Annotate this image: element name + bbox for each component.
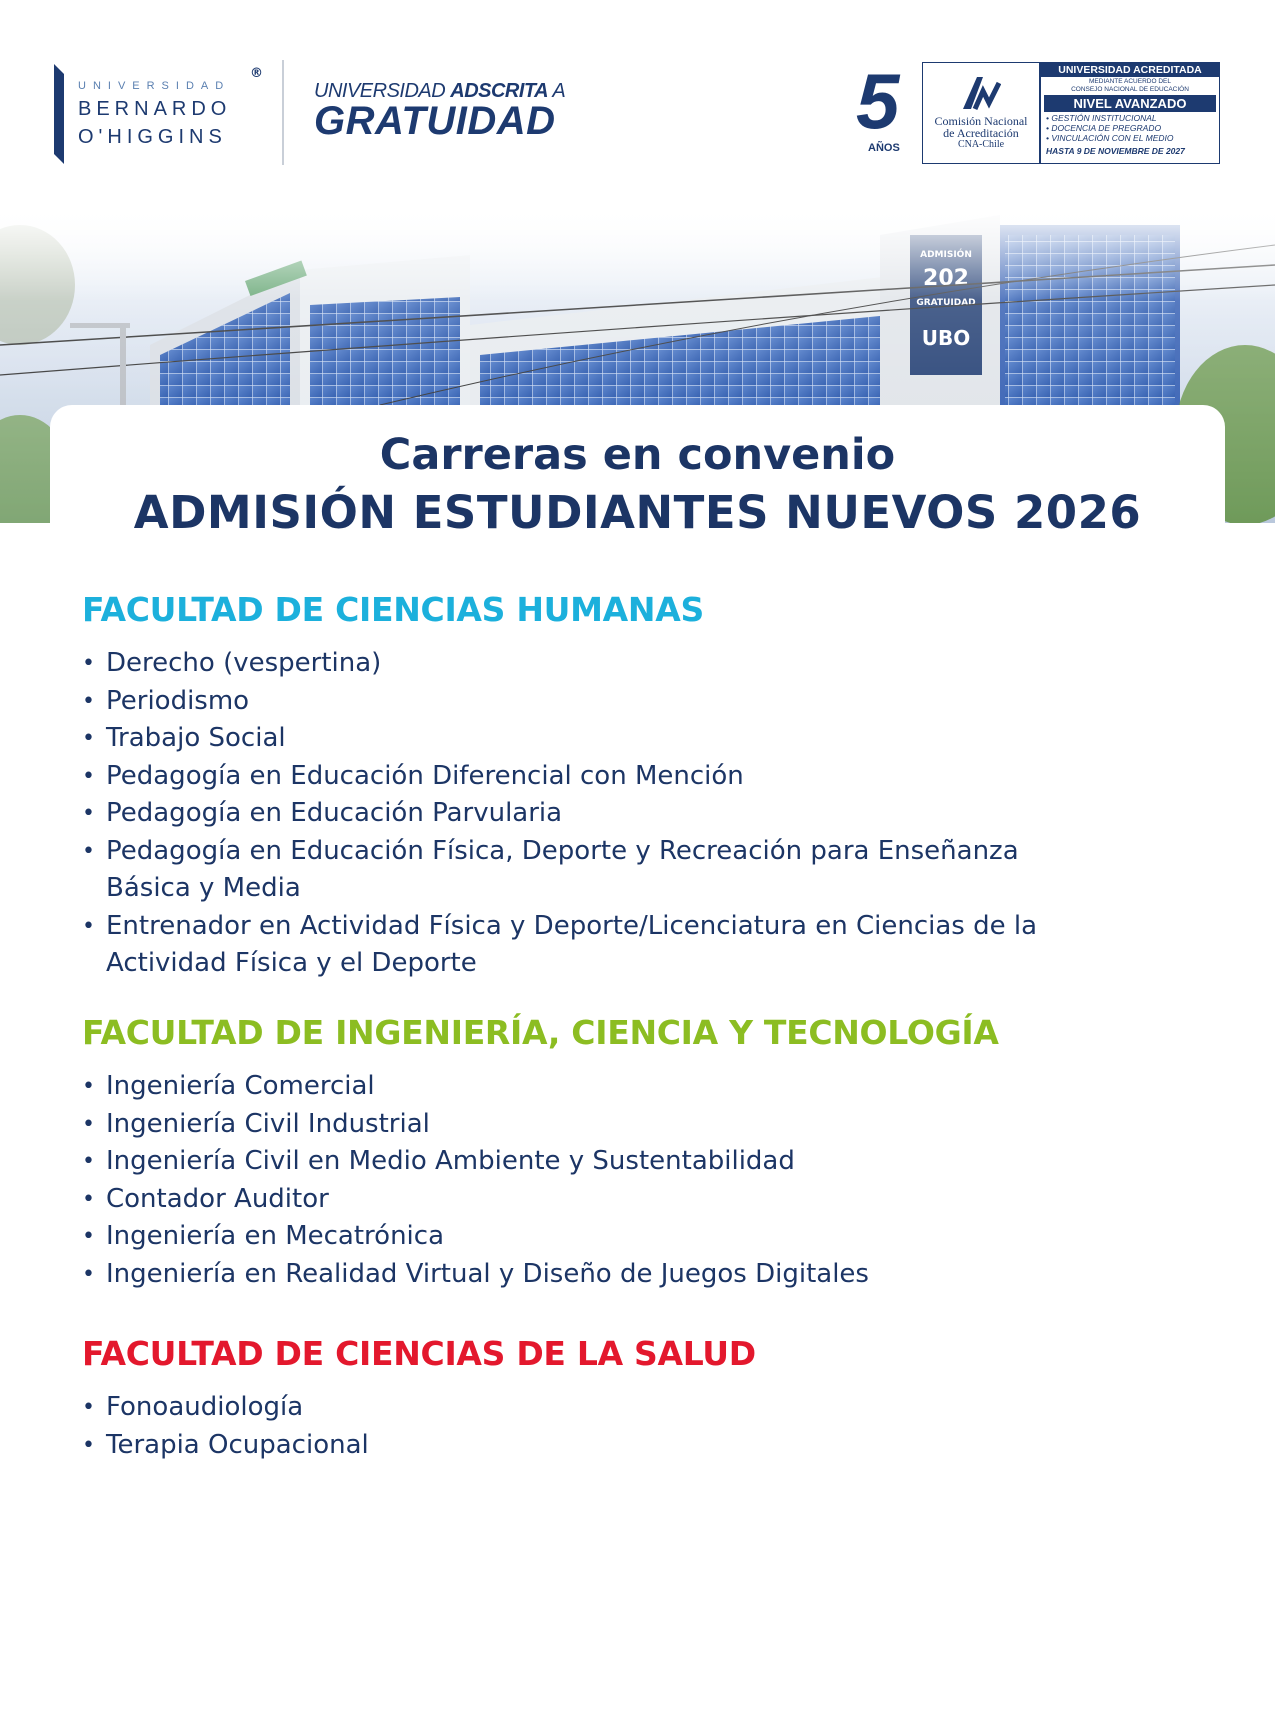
cna-line2: de Acreditación <box>943 126 1019 140</box>
list-item: • Derecho (vespertina) <box>82 645 1082 683</box>
logo-bar-icon <box>54 64 64 164</box>
list-item: • Ingeniería en Realidad Virtual y Diseño de Juegos Digitales <box>82 1256 1082 1294</box>
faculty-heading-ingenieria: FACULTAD DE INGENIERÍA, CIENCIA Y TECNOLOGÍA <box>82 1013 999 1052</box>
accreditation-area: • VINCULACIÓN CON EL MEDIO <box>1046 133 1174 143</box>
list-item: • Periodismo <box>82 683 1082 721</box>
accreditation-sub1: MEDIANTE ACUERDO DEL <box>1089 78 1171 85</box>
accreditation-title: UNIVERSIDAD ACREDITADA <box>1041 63 1219 77</box>
gratuidad-line1-c: A <box>548 80 566 102</box>
accreditation-years-label: AÑOS <box>868 142 900 154</box>
list-item: • Pedagogía en Educación Física, Deporte y Recreación para Enseñanza Básica y Media <box>82 833 1066 908</box>
faculty-heading-salud: FACULTAD DE CIENCIAS DE LA SALUD <box>82 1334 756 1373</box>
gratuidad-line1-a: UNIVERSIDAD <box>314 80 451 102</box>
header-divider <box>282 60 284 165</box>
list-item: • Terapia Ocupacional <box>82 1427 1082 1465</box>
list-item: • Entrenador en Actividad Física y Deporte/Licenciatura en Ciencias de la Actividad Física y el Deporte <box>82 908 1066 983</box>
gratuidad-line1-b: ADSCRITA <box>450 80 549 102</box>
list-item: • Pedagogía en Educación Parvularia <box>82 795 1082 833</box>
cna-line3: CNA-Chile <box>957 139 1005 150</box>
list-item: • Trabajo Social <box>82 720 1082 758</box>
registered-mark: ® <box>250 66 263 81</box>
list-item: • Fonoaudiología <box>82 1389 1082 1427</box>
faculty-list-ingenieria <box>82 1068 1082 1293</box>
list-item: • Ingeniería Civil en Medio Ambiente y Sustentabilidad <box>82 1143 1082 1181</box>
accreditation-area: • GESTIÓN INSTITUCIONAL <box>1046 113 1157 123</box>
accreditation-years: 5 <box>856 57 900 145</box>
logo-line1: BERNARDO <box>78 98 232 120</box>
cna-icon <box>961 73 1001 111</box>
accreditation-seal <box>856 57 1220 164</box>
cna-text <box>923 115 1039 151</box>
faculty-list-humanas <box>82 645 1082 983</box>
accreditation-area: • DOCENCIA DE PREGRADO <box>1046 123 1162 133</box>
cna-line1: Comisión Nacional <box>934 114 1028 128</box>
list-item: • Pedagogía en Educación Diferencial con Mención <box>82 758 1082 796</box>
gratuidad-logo <box>314 80 565 144</box>
page-title: Carreras en convenio <box>379 430 896 480</box>
list-item: • Ingeniería Civil Industrial <box>82 1106 1082 1144</box>
list-item: • Contador Auditor <box>82 1181 1082 1219</box>
logo-line2: O'HIGGINS <box>78 126 227 148</box>
cna-logo <box>922 62 1040 164</box>
accreditation-sub2: CONSEJO NACIONAL DE EDUCACIÓN <box>1071 86 1189 93</box>
list-item: • Ingeniería en Mecatrónica <box>82 1218 1082 1256</box>
faculty-heading-humanas: FACULTAD DE CIENCIAS HUMANAS <box>82 590 704 629</box>
gratuidad-line2: GRATUIDAD <box>314 99 556 143</box>
accreditation-until: HASTA 9 DE NOVIEMBRE DE 2027 <box>1046 146 1185 156</box>
accreditation-box <box>1040 62 1220 164</box>
ubo-logo <box>52 62 312 168</box>
faculty-list-salud <box>82 1389 1082 1464</box>
list-item: • Ingeniería Comercial <box>82 1068 1082 1106</box>
logo-small-text: UNIVERSIDAD <box>78 80 231 92</box>
page-subtitle: ADMISIÓN ESTUDIANTES NUEVOS 2026 <box>133 486 1142 539</box>
accreditation-level: NIVEL AVANZADO <box>1044 95 1216 112</box>
